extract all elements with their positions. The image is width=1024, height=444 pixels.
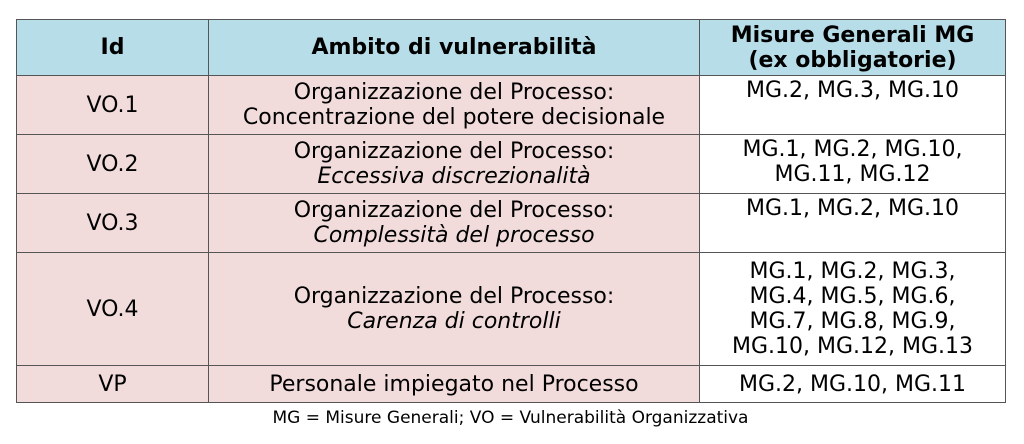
- ambito-line1: Personale impiegato nel Processo: [269, 371, 639, 397]
- header-misure: [700, 20, 1006, 76]
- misure-line: MG.1, MG.2, MG.10,: [742, 137, 963, 162]
- row-ambito: [209, 253, 700, 366]
- header-row: [17, 20, 1006, 76]
- row-id: VO.3: [17, 194, 209, 253]
- misure-line: MG.2, MG.10, MG.11: [738, 371, 967, 397]
- header-misure-line2: (ex obbligatorie): [748, 47, 957, 73]
- ambito-line1: Organizzazione del Processo:: [293, 284, 615, 309]
- row-ambito: [209, 135, 700, 194]
- misure-line: MG.2, MG.3, MG.10: [745, 78, 960, 103]
- row-misure: [700, 366, 1006, 403]
- header-id: Id: [17, 20, 209, 76]
- row-misure: [700, 253, 1006, 366]
- header-ambito: Ambito di vulnerabilità: [209, 20, 700, 76]
- ambito-line2: Carenza di controlli: [347, 309, 561, 334]
- row-id: VO.1: [17, 76, 209, 135]
- misure-line: MG.1, MG.2, MG.10: [745, 196, 960, 221]
- row-misure: [700, 194, 1006, 253]
- vulnerability-table: [16, 19, 1006, 403]
- row-misure: [700, 135, 1006, 194]
- row-misure: [700, 76, 1006, 135]
- table-row: [17, 194, 1006, 253]
- row-ambito: [209, 194, 700, 253]
- misure-line: MG.7, MG.8, MG.9,: [749, 309, 956, 334]
- row-id: VO.4: [17, 253, 209, 366]
- row-id: VO.2: [17, 135, 209, 194]
- table-row: [17, 135, 1006, 194]
- ambito-line2: Complessità del processo: [313, 223, 595, 248]
- row-ambito: [209, 366, 700, 403]
- ambito-line1: Organizzazione del Processo:: [293, 139, 615, 164]
- misure-line: MG.11, MG.12: [774, 162, 931, 187]
- row-id: VP: [17, 366, 209, 403]
- ambito-line2: Eccessiva discrezionalità: [317, 164, 591, 189]
- ambito-line1: Organizzazione del Processo:: [293, 198, 615, 223]
- table-row: [17, 253, 1006, 366]
- ambito-line2: Concentrazione del potere decisionale: [242, 105, 666, 130]
- misure-line: MG.10, MG.12, MG.13: [731, 334, 974, 359]
- table-row: [17, 366, 1006, 403]
- ambito-line1: Organizzazione del Processo:: [293, 80, 615, 105]
- misure-line: MG.4, MG.5, MG.6,: [749, 284, 956, 309]
- table-caption: MG = Misure Generali; VO = Vulnerabilità Organizzativa: [272, 408, 749, 428]
- header-misure-line1: Misure Generali MG: [730, 22, 975, 48]
- row-ambito: [209, 76, 700, 135]
- misure-line: MG.1, MG.2, MG.3,: [749, 259, 956, 284]
- table-row: [17, 76, 1006, 135]
